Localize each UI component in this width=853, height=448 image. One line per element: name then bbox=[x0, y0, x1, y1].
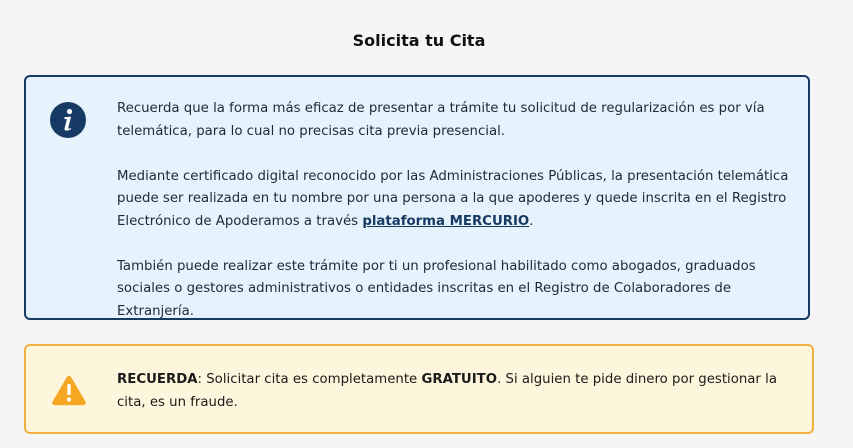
info-paragraph-certificate bbox=[117, 166, 797, 234]
info-icon bbox=[50, 102, 86, 138]
warning-label-recuerda: RECUERDA bbox=[117, 372, 198, 387]
mercurio-platform-link[interactable]: plataforma MERCURIO bbox=[362, 213, 530, 229]
warning-label-gratuito: GRATUITO bbox=[421, 372, 498, 387]
page-title: Solicita tu Cita bbox=[352, 31, 486, 50]
info-paragraph-certificate-end: . bbox=[529, 213, 534, 229]
info-paragraph-certificate-text: Mediante certificado digital reconocido por las Administraciones Públicas, la presentación telemática puede ser realizada en tu nombre por una persona a la que apoderes y quede inscrita en el Registro Electrónico de Apoderamos a través bbox=[117, 168, 789, 229]
info-notice-text bbox=[117, 98, 797, 323]
warning-text-part2: . Si alguien te pide dinero por gestionar la cita, es un fraude. bbox=[117, 372, 777, 410]
info-notice-box bbox=[24, 75, 810, 320]
warning-icon bbox=[51, 374, 87, 406]
warning-notice-text bbox=[117, 369, 797, 414]
info-paragraph-online: Recuerda que la forma más eficaz de presentar a trámite tu solicitud de regularización es por vía telemática, para lo cual no precisas cita previa presencial. bbox=[117, 101, 765, 139]
warning-text-part1: : Solicitar cita es completamente bbox=[197, 372, 422, 387]
warning-notice-box bbox=[24, 344, 814, 434]
info-paragraph-professionals: También puede realizar este trámite por ti un profesional habilitado como abogados, graduados sociales o gestores administrativos o entidades inscritas en el Registro de Colaboradores de Extranjería. bbox=[117, 258, 756, 319]
